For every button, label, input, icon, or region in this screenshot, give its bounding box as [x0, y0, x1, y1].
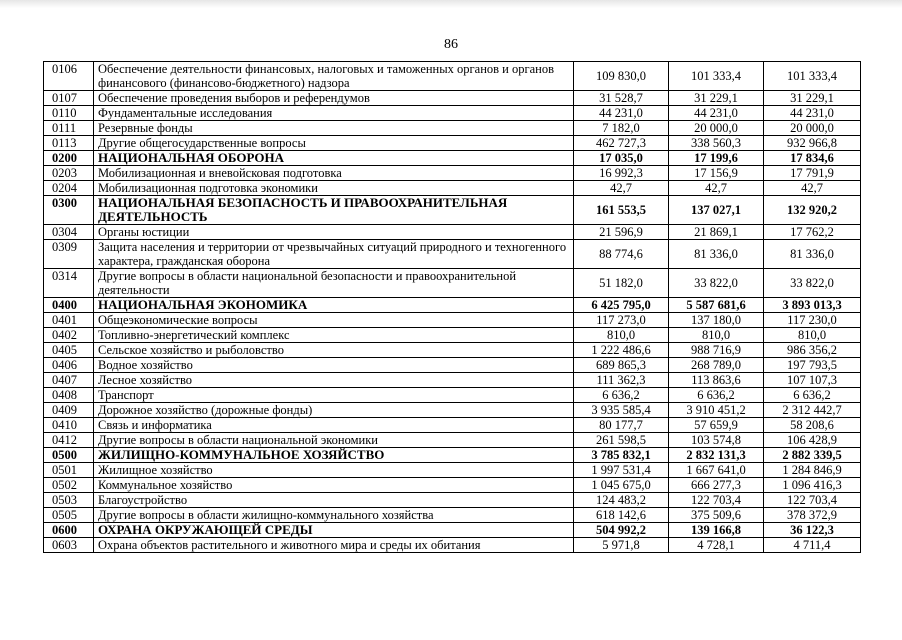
row-value-year1: 21 596,9	[574, 225, 669, 240]
row-value-year3: 106 428,9	[764, 433, 861, 448]
row-value-year1: 504 992,2	[574, 523, 669, 538]
row-value-year1: 111 362,3	[574, 373, 669, 388]
row-value-year3: 122 703,4	[764, 493, 861, 508]
row-value-year1: 618 142,6	[574, 508, 669, 523]
row-name-cell: Другие вопросы в области национальной экономики	[94, 433, 574, 448]
row-name-cell: Органы юстиции	[94, 225, 574, 240]
table-row	[44, 91, 861, 106]
table-row	[44, 478, 861, 493]
row-value-year2: 17 199,6	[669, 151, 764, 166]
table-row	[44, 225, 861, 240]
row-name-cell: НАЦИОНАЛЬНАЯ БЕЗОПАСНОСТЬ И ПРАВООХРАНИТЕЛЬНАЯ ДЕЯТЕЛЬНОСТЬ	[94, 196, 574, 225]
row-value-year3: 81 336,0	[764, 240, 861, 269]
page-number: 86	[444, 37, 458, 52]
row-value-year2: 338 560,3	[669, 136, 764, 151]
table-row	[44, 463, 861, 478]
row-name-cell: Водное хозяйство	[94, 358, 574, 373]
row-value-year1: 261 598,5	[574, 433, 669, 448]
row-value-year1: 17 035,0	[574, 151, 669, 166]
row-value-year2: 137 180,0	[669, 313, 764, 328]
section-row	[44, 298, 861, 313]
row-value-year2: 810,0	[669, 328, 764, 343]
table-row	[44, 106, 861, 121]
row-value-year1: 80 177,7	[574, 418, 669, 433]
table-row	[44, 121, 861, 136]
row-code-cell: 0107	[44, 91, 94, 106]
row-value-year3: 33 822,0	[764, 269, 861, 298]
section-row	[44, 523, 861, 538]
row-code-cell: 0407	[44, 373, 94, 388]
row-value-year1: 6 636,2	[574, 388, 669, 403]
row-value-year1: 117 273,0	[574, 313, 669, 328]
row-code-cell: 0412	[44, 433, 94, 448]
row-code-cell: 0309	[44, 240, 94, 269]
table-row	[44, 373, 861, 388]
table-row	[44, 313, 861, 328]
section-row	[44, 448, 861, 463]
row-name-cell: ОХРАНА ОКРУЖАЮЩЕЙ СРЕДЫ	[94, 523, 574, 538]
row-name-cell: НАЦИОНАЛЬНАЯ ЭКОНОМИКА	[94, 298, 574, 313]
row-value-year1: 31 528,7	[574, 91, 669, 106]
row-value-year2: 375 509,6	[669, 508, 764, 523]
row-value-year1: 1 222 486,6	[574, 343, 669, 358]
row-name-cell: Фундаментальные исследования	[94, 106, 574, 121]
row-value-year3: 36 122,3	[764, 523, 861, 538]
row-code-cell: 0402	[44, 328, 94, 343]
row-value-year3: 2 882 339,5	[764, 448, 861, 463]
row-code-cell: 0400	[44, 298, 94, 313]
row-name-cell: Защита населения и территории от чрезвычайных ситуаций природного и техногенного характера, гражданская оборона	[94, 240, 574, 269]
row-value-year2: 31 229,1	[669, 91, 764, 106]
row-code-cell: 0408	[44, 388, 94, 403]
row-value-year3: 31 229,1	[764, 91, 861, 106]
row-value-year3: 17 791,9	[764, 166, 861, 181]
table-row	[44, 418, 861, 433]
row-value-year1: 6 425 795,0	[574, 298, 669, 313]
row-value-year3: 3 893 013,3	[764, 298, 861, 313]
table-row	[44, 62, 861, 91]
row-value-year3: 810,0	[764, 328, 861, 343]
row-name-cell: Связь и информатика	[94, 418, 574, 433]
row-code-cell: 0203	[44, 166, 94, 181]
row-name-cell: Сельское хозяйство и рыболовство	[94, 343, 574, 358]
row-value-year1: 44 231,0	[574, 106, 669, 121]
row-code-cell: 0503	[44, 493, 94, 508]
table-row	[44, 433, 861, 448]
row-value-year1: 51 182,0	[574, 269, 669, 298]
table-row	[44, 538, 861, 553]
row-value-year3: 101 333,4	[764, 62, 861, 91]
row-name-cell: Топливно-энергетический комплекс	[94, 328, 574, 343]
row-code-cell: 0505	[44, 508, 94, 523]
table-row	[44, 508, 861, 523]
row-value-year1: 5 971,8	[574, 538, 669, 553]
section-row	[44, 196, 861, 225]
row-code-cell: 0304	[44, 225, 94, 240]
row-value-year1: 1 997 531,4	[574, 463, 669, 478]
row-value-year3: 132 920,2	[764, 196, 861, 225]
row-value-year3: 117 230,0	[764, 313, 861, 328]
row-value-year3: 197 793,5	[764, 358, 861, 373]
row-name-cell: ЖИЛИЩНО-КОММУНАЛЬНОЕ ХОЗЯЙСТВО	[94, 448, 574, 463]
row-value-year3: 58 208,6	[764, 418, 861, 433]
row-name-cell: Другие вопросы в области жилищно-коммунального хозяйства	[94, 508, 574, 523]
row-code-cell: 0111	[44, 121, 94, 136]
table-row	[44, 328, 861, 343]
row-name-cell: Общеэкономические вопросы	[94, 313, 574, 328]
table-row	[44, 240, 861, 269]
row-value-year2: 988 716,9	[669, 343, 764, 358]
row-code-cell: 0300	[44, 196, 94, 225]
row-value-year2: 57 659,9	[669, 418, 764, 433]
table-row	[44, 136, 861, 151]
row-code-cell: 0410	[44, 418, 94, 433]
row-name-cell: Жилищное хозяйство	[94, 463, 574, 478]
table-row	[44, 166, 861, 181]
row-code-cell: 0314	[44, 269, 94, 298]
table-row	[44, 403, 861, 418]
row-value-year2: 33 822,0	[669, 269, 764, 298]
row-value-year1: 462 727,3	[574, 136, 669, 151]
row-value-year1: 810,0	[574, 328, 669, 343]
row-code-cell: 0405	[44, 343, 94, 358]
row-value-year3: 6 636,2	[764, 388, 861, 403]
budget-table	[43, 61, 861, 553]
scan-edge-shadow	[0, 0, 902, 8]
row-code-cell: 0502	[44, 478, 94, 493]
row-value-year2: 6 636,2	[669, 388, 764, 403]
row-value-year2: 44 231,0	[669, 106, 764, 121]
row-value-year1: 42,7	[574, 181, 669, 196]
row-value-year3: 4 711,4	[764, 538, 861, 553]
row-value-year3: 42,7	[764, 181, 861, 196]
row-value-year1: 16 992,3	[574, 166, 669, 181]
table-row	[44, 493, 861, 508]
row-name-cell: Благоустройство	[94, 493, 574, 508]
row-value-year2: 1 667 641,0	[669, 463, 764, 478]
row-value-year2: 3 910 451,2	[669, 403, 764, 418]
row-value-year3: 17 834,6	[764, 151, 861, 166]
row-code-cell: 0200	[44, 151, 94, 166]
row-value-year2: 21 869,1	[669, 225, 764, 240]
row-code-cell: 0110	[44, 106, 94, 121]
table-row	[44, 181, 861, 196]
table-row	[44, 343, 861, 358]
row-name-cell: Мобилизационная и вневойсковая подготовка	[94, 166, 574, 181]
row-value-year3: 107 107,3	[764, 373, 861, 388]
row-value-year2: 268 789,0	[669, 358, 764, 373]
row-name-cell: Обеспечение проведения выборов и референдумов	[94, 91, 574, 106]
row-value-year2: 42,7	[669, 181, 764, 196]
row-name-cell: Другие общегосударственные вопросы	[94, 136, 574, 151]
row-code-cell: 0600	[44, 523, 94, 538]
table-row	[44, 269, 861, 298]
row-name-cell: НАЦИОНАЛЬНАЯ ОБОРОНА	[94, 151, 574, 166]
row-code-cell: 0401	[44, 313, 94, 328]
row-value-year2: 4 728,1	[669, 538, 764, 553]
row-value-year1: 7 182,0	[574, 121, 669, 136]
row-value-year2: 20 000,0	[669, 121, 764, 136]
row-name-cell: Мобилизационная подготовка экономики	[94, 181, 574, 196]
table-row	[44, 388, 861, 403]
row-code-cell: 0409	[44, 403, 94, 418]
row-value-year1: 3 935 585,4	[574, 403, 669, 418]
row-name-cell: Другие вопросы в области национальной безопасности и правоохранительной деятельности	[94, 269, 574, 298]
row-value-year2: 5 587 681,6	[669, 298, 764, 313]
row-value-year1: 109 830,0	[574, 62, 669, 91]
row-value-year3: 20 000,0	[764, 121, 861, 136]
table-row	[44, 358, 861, 373]
row-name-cell: Транспорт	[94, 388, 574, 403]
row-value-year2: 666 277,3	[669, 478, 764, 493]
row-name-cell: Дорожное хозяйство (дорожные фонды)	[94, 403, 574, 418]
row-value-year1: 3 785 832,1	[574, 448, 669, 463]
row-name-cell: Охрана объектов растительного и животного мира и среды их обитания	[94, 538, 574, 553]
row-value-year1: 88 774,6	[574, 240, 669, 269]
row-name-cell: Резервные фонды	[94, 121, 574, 136]
row-code-cell: 0501	[44, 463, 94, 478]
row-value-year3: 1 284 846,9	[764, 463, 861, 478]
row-value-year1: 124 483,2	[574, 493, 669, 508]
row-value-year3: 378 372,9	[764, 508, 861, 523]
row-code-cell: 0204	[44, 181, 94, 196]
row-value-year1: 689 865,3	[574, 358, 669, 373]
row-code-cell: 0603	[44, 538, 94, 553]
row-value-year3: 17 762,2	[764, 225, 861, 240]
row-value-year3: 932 966,8	[764, 136, 861, 151]
row-value-year3: 986 356,2	[764, 343, 861, 358]
row-value-year2: 101 333,4	[669, 62, 764, 91]
row-value-year3: 44 231,0	[764, 106, 861, 121]
row-value-year2: 139 166,8	[669, 523, 764, 538]
row-name-cell: Обеспечение деятельности финансовых, налоговых и таможенных органов и органов финансового (финансово-бюджетного) надзора	[94, 62, 574, 91]
row-name-cell: Лесное хозяйство	[94, 373, 574, 388]
row-value-year1: 1 045 675,0	[574, 478, 669, 493]
row-code-cell: 0113	[44, 136, 94, 151]
row-value-year2: 113 863,6	[669, 373, 764, 388]
row-code-cell: 0106	[44, 62, 94, 91]
row-value-year2: 103 574,8	[669, 433, 764, 448]
row-code-cell: 0500	[44, 448, 94, 463]
row-value-year2: 122 703,4	[669, 493, 764, 508]
row-code-cell: 0406	[44, 358, 94, 373]
row-value-year2: 81 336,0	[669, 240, 764, 269]
row-value-year3: 2 312 442,7	[764, 403, 861, 418]
section-row	[44, 151, 861, 166]
budget-table-body	[44, 62, 861, 553]
row-value-year2: 137 027,1	[669, 196, 764, 225]
row-value-year2: 17 156,9	[669, 166, 764, 181]
row-name-cell: Коммунальное хозяйство	[94, 478, 574, 493]
row-value-year3: 1 096 416,3	[764, 478, 861, 493]
row-value-year2: 2 832 131,3	[669, 448, 764, 463]
row-value-year1: 161 553,5	[574, 196, 669, 225]
